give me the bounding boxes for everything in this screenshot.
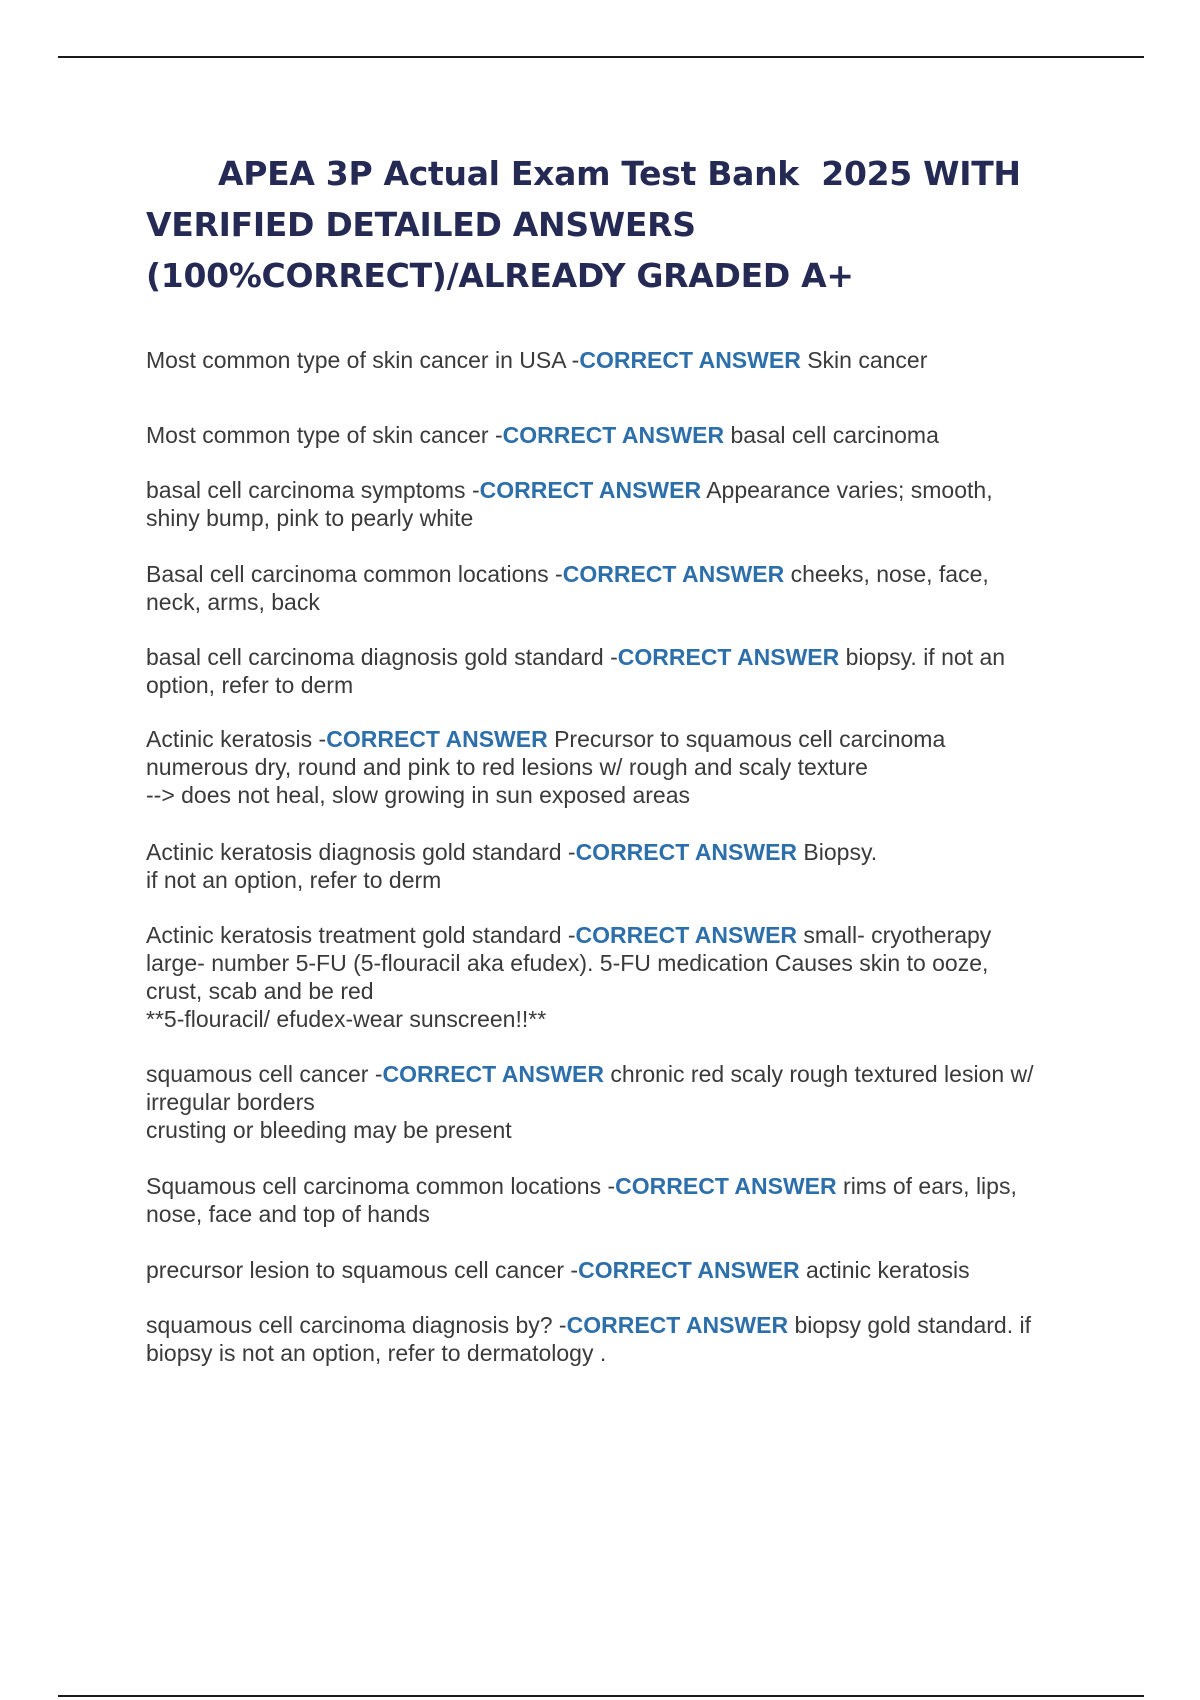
answer-continuation: nose, face and top of hands xyxy=(146,1201,430,1227)
qa-first-line xyxy=(146,1060,1106,1088)
qa-entry xyxy=(146,1256,1106,1284)
qa-entry xyxy=(146,421,1106,449)
answer-continuation: crust, scab and be red xyxy=(146,978,374,1004)
bottom-rule xyxy=(58,1695,1144,1697)
question-text: Actinic keratosis - xyxy=(146,726,327,752)
question-text: Squamous cell carcinoma common locations - xyxy=(146,1173,616,1199)
qa-first-line xyxy=(146,476,1106,504)
answer-text: rims of ears, lips, xyxy=(836,1173,1017,1199)
qa-entry xyxy=(146,1311,1106,1367)
qa-entry xyxy=(146,476,1106,532)
answer-continuation: irregular borders xyxy=(146,1089,315,1115)
correct-answer-label: CORRECT ANSWER xyxy=(562,561,785,587)
question-text: Actinic keratosis diagnosis gold standard - xyxy=(146,839,576,865)
answer-text: basal cell carcinoma xyxy=(724,422,939,448)
qa-entry xyxy=(146,560,1106,616)
answer-continuation: crusting or bleeding may be present xyxy=(146,1117,512,1143)
correct-answer-label: CORRECT ANSWER xyxy=(382,1061,604,1087)
answer-text: Appearance varies; smooth, xyxy=(701,477,993,503)
question-text: Actinic keratosis treatment gold standard - xyxy=(146,922,576,948)
correct-answer-label: CORRECT ANSWER xyxy=(575,839,798,865)
qa-entry xyxy=(146,725,1106,809)
answer-continuation: **5-flouracil/ efudex-wear sunscreen!!** xyxy=(146,1006,547,1032)
answer-text: biopsy gold standard. if xyxy=(788,1312,1032,1338)
answer-continuation: shiny bump, pink to pearly white xyxy=(146,505,474,531)
title-line: (100%CORRECT)/ALREADY GRADED A+ xyxy=(146,256,854,295)
question-text: basal cell carcinoma diagnosis gold standard - xyxy=(146,644,618,670)
question-text: precursor lesion to squamous cell cancer - xyxy=(146,1257,579,1283)
answer-text: Skin cancer xyxy=(800,347,928,373)
qa-entry xyxy=(146,643,1106,699)
qa-first-line xyxy=(146,1256,1106,1284)
question-text: Basal cell carcinoma common locations - xyxy=(146,561,563,587)
correct-answer-label: CORRECT ANSWER xyxy=(579,347,801,373)
answer-text: biopsy. if not an xyxy=(839,644,1006,670)
answer-continuation: if not an option, refer to derm xyxy=(146,867,442,893)
title-line: VERIFIED DETAILED ANSWERS xyxy=(146,205,696,244)
question-text: basal cell carcinoma symptoms - xyxy=(146,477,480,503)
answer-continuation: numerous dry, round and pink to red lesions w/ rough and scaly texture xyxy=(146,754,868,780)
correct-answer-label: CORRECT ANSWER xyxy=(615,1173,837,1199)
qa-first-line xyxy=(146,421,1106,449)
title-line: APEA 3P Actual Exam Test Bank 2025 WITH xyxy=(218,154,1021,193)
correct-answer-label: CORRECT ANSWER xyxy=(617,644,840,670)
answer-text: small- cryotherapy xyxy=(797,922,992,948)
correct-answer-label: CORRECT ANSWER xyxy=(578,1257,800,1283)
document-title xyxy=(146,148,1076,301)
correct-answer-label: CORRECT ANSWER xyxy=(575,922,798,948)
qa-first-line xyxy=(146,1172,1106,1200)
qa-first-line xyxy=(146,921,1106,949)
qa-first-line xyxy=(146,346,1106,374)
qa-first-line xyxy=(146,1311,1106,1339)
qa-entry xyxy=(146,921,1106,1033)
answer-continuation: biopsy is not an option, refer to dermatology . xyxy=(146,1340,607,1366)
qa-entry xyxy=(146,346,1106,374)
answer-continuation: large- number 5-FU (5-flouracil aka efudex). 5-FU medication Causes skin to ooze, xyxy=(146,950,989,976)
qa-entry xyxy=(146,838,1106,894)
qa-first-line xyxy=(146,643,1106,671)
question-text: Most common type of skin cancer in USA - xyxy=(146,347,580,373)
qa-first-line xyxy=(146,838,1106,866)
question-text: squamous cell cancer - xyxy=(146,1061,383,1087)
qa-entry xyxy=(146,1060,1106,1144)
answer-text: cheeks, nose, face, xyxy=(784,561,989,587)
answer-text: Precursor to squamous cell carcinoma xyxy=(547,726,946,752)
top-rule xyxy=(58,56,1144,58)
answer-text: actinic keratosis xyxy=(799,1257,970,1283)
question-text: Most common type of skin cancer - xyxy=(146,422,503,448)
correct-answer-label: CORRECT ANSWER xyxy=(502,422,725,448)
answer-text: Biopsy. xyxy=(797,839,878,865)
correct-answer-label: CORRECT ANSWER xyxy=(326,726,548,752)
qa-entry xyxy=(146,1172,1106,1228)
correct-answer-label: CORRECT ANSWER xyxy=(566,1312,789,1338)
qa-first-line xyxy=(146,560,1106,588)
answer-continuation: --> does not heal, slow growing in sun exposed areas xyxy=(146,782,691,808)
answer-text: chronic red scaly rough textured lesion w/ xyxy=(603,1061,1034,1087)
answer-continuation: neck, arms, back xyxy=(146,589,320,615)
correct-answer-label: CORRECT ANSWER xyxy=(479,477,702,503)
question-text: squamous cell carcinoma diagnosis by? - xyxy=(146,1312,567,1338)
qa-first-line xyxy=(146,725,1106,753)
answer-continuation: option, refer to derm xyxy=(146,672,354,698)
